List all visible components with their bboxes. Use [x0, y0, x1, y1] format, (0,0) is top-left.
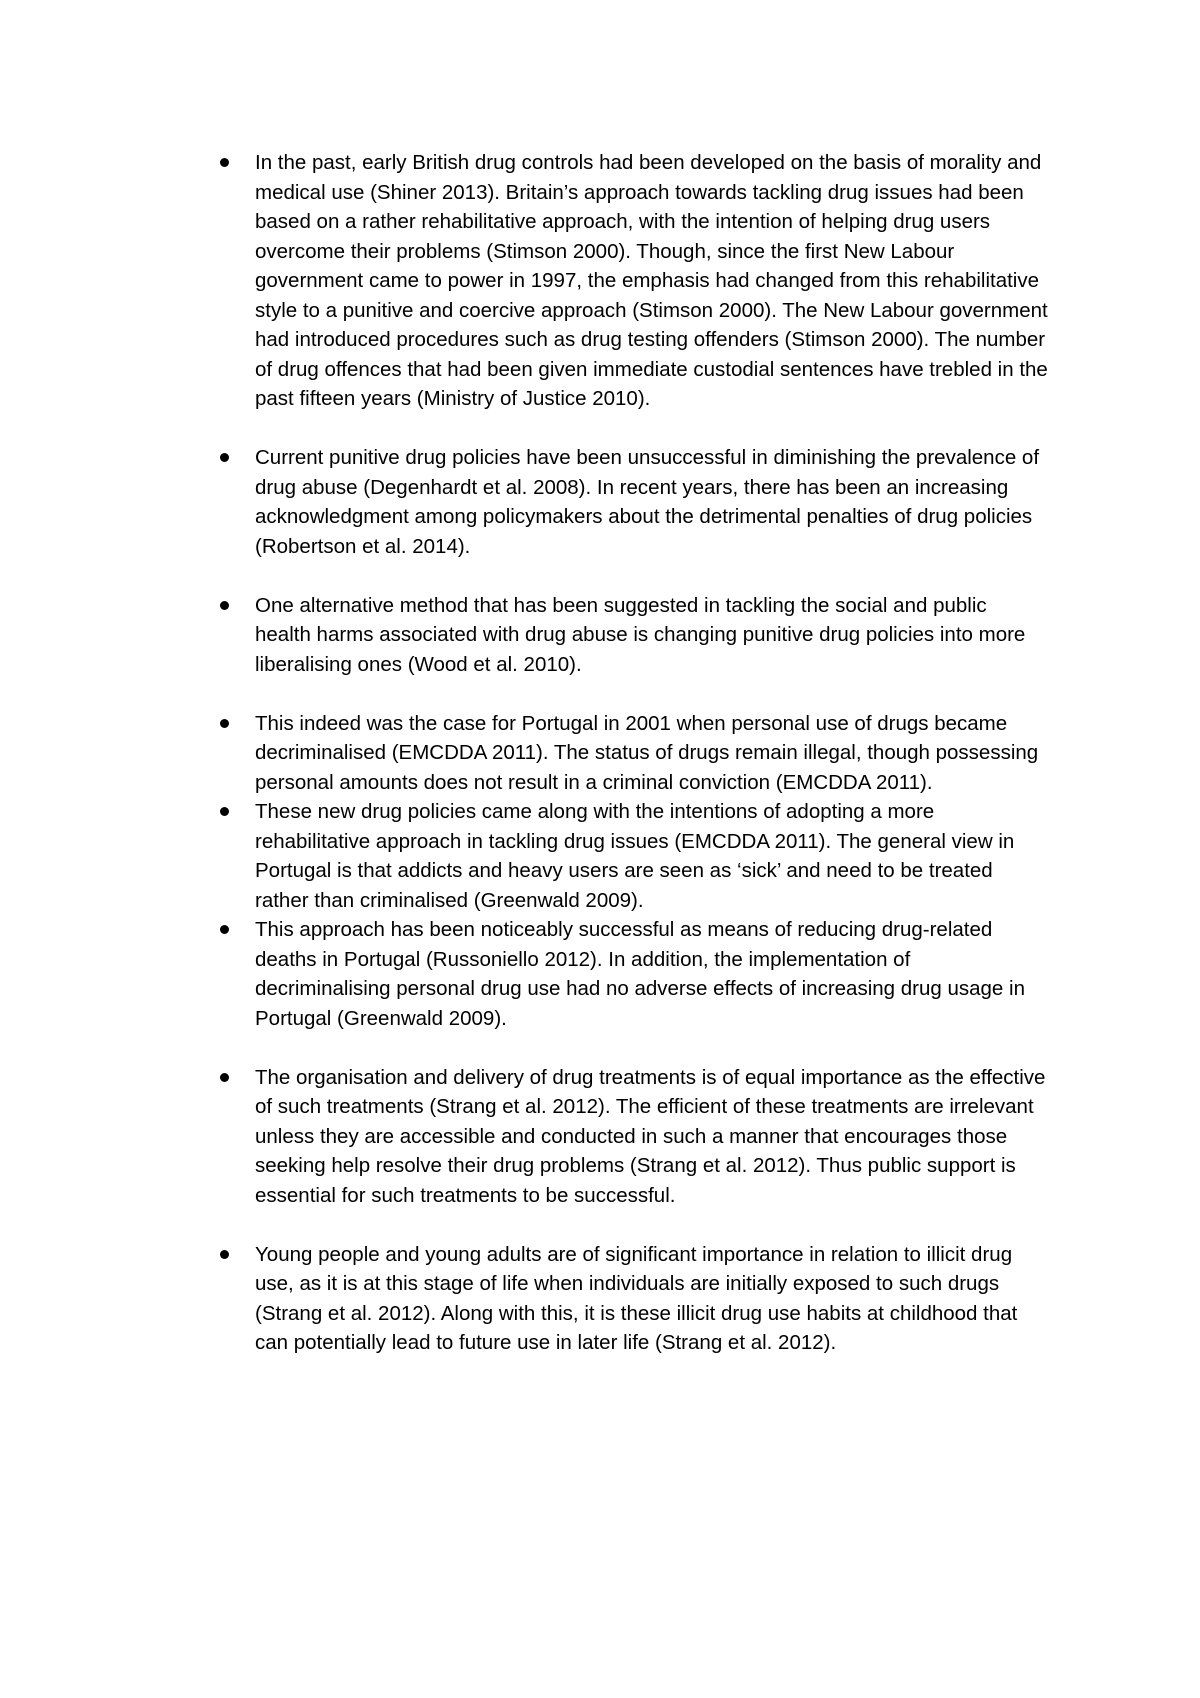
bullet-text: Current punitive drug policies have been unsuccessful in diminishing the prevalence of drug abuse (Degenhardt et al. 2008). In recent years, there has been an increasing acknowledgment among policymakers about the detrimental penalties of drug policies (Robertson et al. 2014).	[255, 446, 1040, 558]
bullet-item	[218, 1063, 1048, 1211]
bullet-text: One alternative method that has been suggested in tackling the social and public health harms associated with drug abuse is changing punitive drug policies into more liberalising ones (Wood et al. 2010).	[255, 593, 1026, 676]
bullet-dot-icon	[220, 1073, 229, 1082]
bullet-item	[218, 709, 1048, 798]
bullet-text: In the past, early British drug controls had been developed on the basis of morality and medical use (Shiner 2013). Britain’s approach towards tackling drug issues had been based on a rather rehabilitative approach, with the intention of helping drug users overcome their problems (Stimson 2000). Though, since the first New Labour government came to power in 1997, the emphasis had changed from this rehabilitative style to a punitive and coercive approach (Stimson 2000). The New Labour government had introduced procedures such as drug testing offenders (Stimson 2000). The number of drug offences that had been given immediate custodial sentences have trebled in the past fifteen years (Ministry of Justice 2010).	[255, 151, 1048, 410]
bullet-text: These new drug policies came along with the intentions of adopting a more rehabilitative approach in tackling drug issues (EMCDDA 2011). The general view in Portugal is that addicts and heavy users are seen as ‘sick’ and need to be treated rather than criminalised (Greenwald 2009).	[255, 800, 1015, 912]
bullet-dot-icon	[220, 925, 229, 934]
bullet-item	[218, 591, 1048, 680]
bullet-text: Young people and young adults are of significant importance in relation to illicit drug use, as it is at this stage of life when individuals are initially exposed to such drugs (Strang et al. 2012). Along with this, it is these illicit drug use habits at childhood that can potentially lead to future use in later life (Strang et al. 2012).	[255, 1242, 1018, 1354]
bullet-dot-icon	[220, 158, 229, 167]
bullet-dot-icon	[220, 453, 229, 462]
bullet-item	[218, 797, 1048, 915]
bullet-dot-icon	[220, 1250, 229, 1259]
bullet-item	[218, 915, 1048, 1033]
bullet-text: This indeed was the case for Portugal in 2001 when personal use of drugs became decriminalised (EMCDDA 2011). The status of drugs remain illegal, though possessing personal amounts does not result in a criminal conviction (EMCDDA 2011).	[255, 711, 1039, 794]
bullet-dot-icon	[220, 601, 229, 610]
bullet-item	[218, 148, 1048, 414]
bullet-dot-icon	[220, 807, 229, 816]
bullet-text: This approach has been noticeably successful as means of reducing drug-related deaths in Portugal (Russoniello 2012). In addition, the implementation of decriminalising personal drug use had no adverse effects of increasing drug usage in Portugal (Greenwald 2009).	[255, 918, 1025, 1030]
bullet-dot-icon	[220, 719, 229, 728]
bullet-item	[218, 1240, 1048, 1358]
bullet-list	[218, 148, 1048, 1358]
bullet-text: The organisation and delivery of drug treatments is of equal importance as the effective of such treatments (Strang et al. 2012). The efficient of these treatments are irrelevant unless they are accessible and conducted in such a manner that encourages those seeking help resolve their drug problems (Strang et al. 2012). Thus public support is essential for such treatments to be successful.	[255, 1065, 1046, 1207]
bullet-item	[218, 443, 1048, 561]
